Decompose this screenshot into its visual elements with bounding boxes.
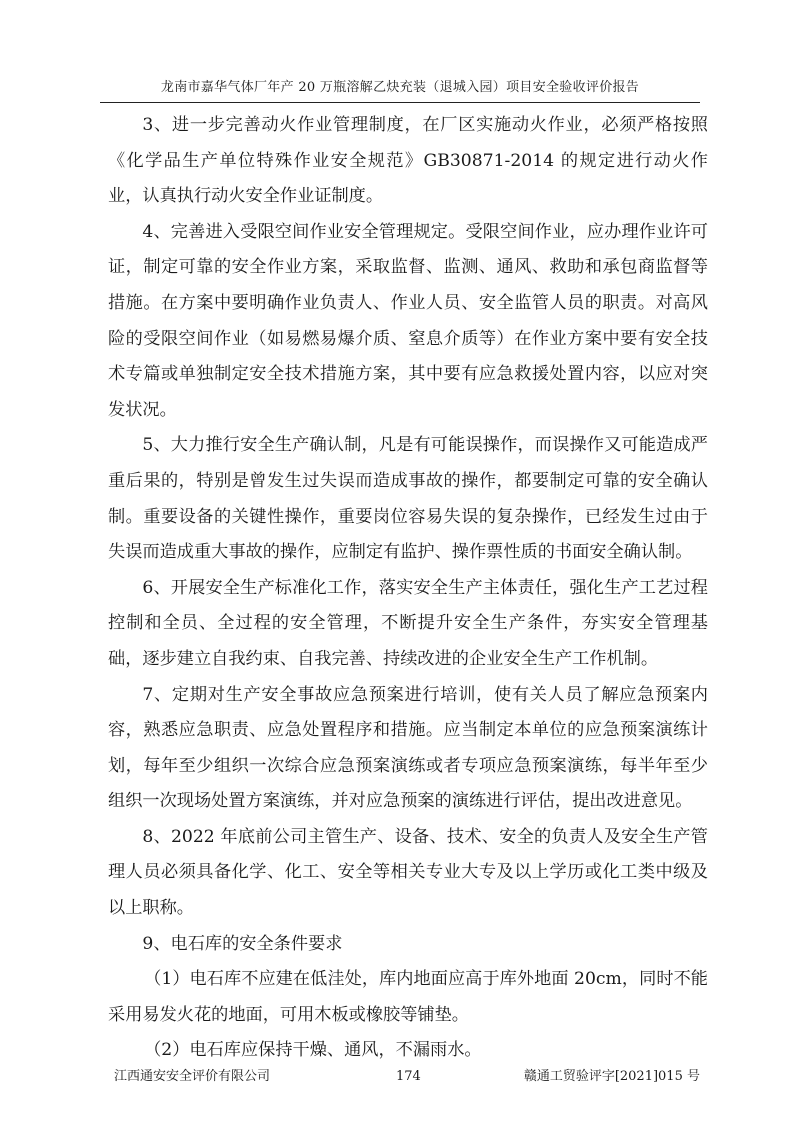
- paragraph-sub-item-2: （2）电石库应保持干燥、通风，不漏雨水。: [144, 1040, 482, 1061]
- page-number: 174: [396, 1069, 421, 1084]
- paragraph-item-5: 5、大力推行安全生产确认制，凡是有可能误操作，而误操作又可能造成严重后果的，特别是曾发生过失误而造成事故的操作，都要制定可靠的安全确认制。重要设备的关键性操作，重要岗位容易失误的复杂操作，已经发生过由于失误而造成重大事故的操作，应制定有监护、操作票性质的书面安全确认制。: [108, 435, 708, 563]
- report-title: 龙南市嘉华气体厂年产 20 万瓶溶解乙炔充装（退城入园）项目安全验收评价报告: [160, 80, 640, 95]
- footer-company: 江西通安安全评价有限公司: [114, 1069, 271, 1084]
- paragraph-item-6: 6、开展安全生产标准化工作，落实安全生产主体责任，强化生产工艺过程控制和全员、全过程的安全管理，不断提升安全生产条件，夯实安全管理基础，逐步建立自我约束、自我完善、持续改进的企业安全生产工作机制。: [108, 577, 708, 669]
- paragraph-item-3: 3、进一步完善动火作业管理制度，在厂区实施动火作业，必须严格按照《化学品生产单位特殊作业安全规范》GB30871-2014 的规定进行动火作业，认真执行动火安全作业证制度。: [108, 115, 708, 207]
- paragraph-item-4: 4、完善进入受限空间作业安全管理规定。受限空间作业，应办理作业许可证，制定可靠的安全作业方案，采取监督、监测、通风、救助和承包商监督等措施。在方案中要明确作业负责人、作业人员、安全监管人员的职责。对高风险的受限空间作业（如易燃易爆介质、窒息介质等）在作业方案中要有安全技术专篇或单独制定安全技术措施方案，其中要有应急救援处置内容，以应对突发状况。: [108, 221, 708, 420]
- page-header: [100, 78, 700, 103]
- paragraph-item-9-heading: 9、电石库的安全条件要求: [142, 933, 343, 954]
- paragraph-item-8: 8、2022 年底前公司主管生产、设备、技术、安全的负责人及安全生产管理人员必须具备化学、化工、安全等相关专业大专及以上学历或化工类中级及以上职称。: [108, 826, 708, 919]
- paragraph-sub-item-1: （1）电石库不应建在低洼处，库内地面应高于库外地面 20cm，同时不能采用易发火花的地面，可用木板或橡胶等铺垫。: [108, 969, 708, 1025]
- body-text: [108, 108, 708, 1069]
- page-footer: [100, 1066, 700, 1088]
- document-number: 赣通工贸验评字[2021]015 号: [523, 1069, 700, 1084]
- paragraph-item-7: 7、定期对生产安全事故应急预案进行培训，使有关人员了解应急预案内容，熟悉应急职责、应急处置程序和措施。应当制定本单位的应急预案演练计划，每年至少组织一次综合应急预案演练或者专项应急预案演练，每半年至少组织一次现场处置方案演练，并对应急预案的演练进行评估，提出改进意见。: [108, 684, 708, 812]
